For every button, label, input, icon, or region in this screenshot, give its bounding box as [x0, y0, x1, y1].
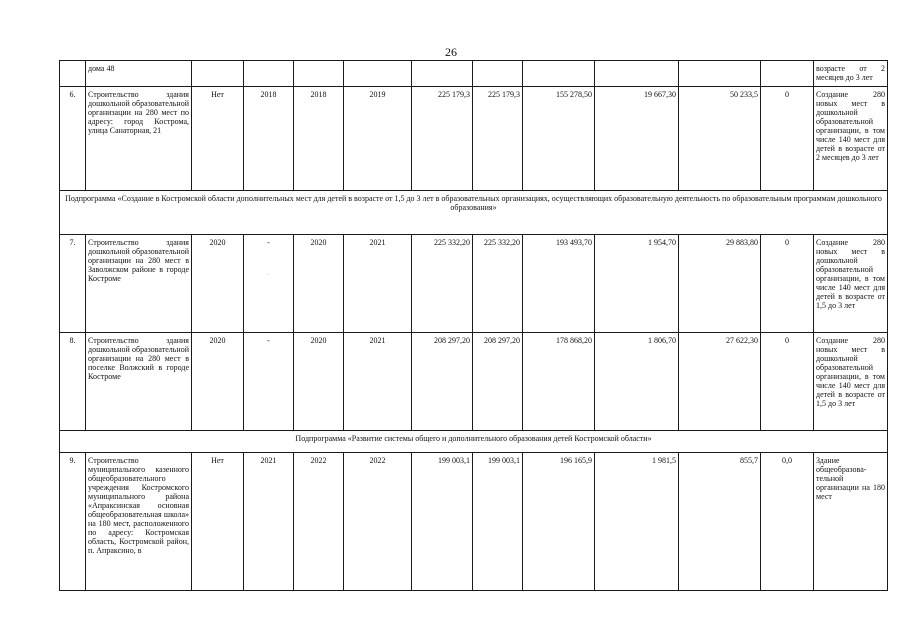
- expected-result: Здание общеобразова-тельной организации на 180 мест: [814, 453, 888, 591]
- cell-c3: Нет: [192, 453, 244, 591]
- cell-c5: 2022: [294, 453, 344, 591]
- row-number: 6.: [60, 87, 86, 191]
- table-row: [60, 87, 888, 191]
- cell-c7: 225 179,3: [412, 87, 473, 191]
- cell-c12: [761, 61, 814, 87]
- cell-c5: 2018: [294, 87, 344, 191]
- cell-c4: 2021: [244, 453, 294, 591]
- cell-c8: [473, 61, 523, 87]
- cell-c6: 2022: [344, 453, 412, 591]
- subprogram-header-row: [60, 431, 888, 453]
- cell-c11: 29 883,80: [679, 235, 761, 333]
- cell-c9: 196 165,9: [523, 453, 595, 591]
- page-number: 26: [445, 45, 457, 59]
- object-name: Строительство муниципального казенного общеобразовательного учреждения Костромского муниципального района «Апраксинская основная общеобразовательная школа» на 180 мест, расположенного по адресу: Костромская область, Костромской район, п. Апраксино, в: [86, 453, 192, 591]
- expected-result: Создание 280 новых мест в дошкольной образовательной организации, в том числе 140 мест для детей в возрасте от 2 месяцев до 3 лет: [814, 87, 888, 191]
- cell-c8: 199 003,1: [473, 453, 523, 591]
- cell-c5: 2020: [294, 333, 344, 431]
- cell-c7: 199 003,1: [412, 453, 473, 591]
- cell-c5: 2020: [294, 235, 344, 333]
- table-row: [60, 453, 888, 591]
- cell-c9: 178 868,20: [523, 333, 595, 431]
- table-row: [60, 333, 888, 431]
- scan-mark: ·: [267, 272, 270, 278]
- row-number: 8.: [60, 333, 86, 431]
- cell-c4: [244, 61, 294, 87]
- cell-c10: 1 806,70: [595, 333, 679, 431]
- cell-c8: 208 297,20: [473, 333, 523, 431]
- object-name: Строительство здания дошкольной образовательной организации на 280 мест в поселке Волжский в городе Костроме: [86, 333, 192, 431]
- cell-c9: 155 278,50: [523, 87, 595, 191]
- cell-c10: 1 954,70: [595, 235, 679, 333]
- row-number: [60, 61, 86, 87]
- cell-c8: 225 332,20: [473, 235, 523, 333]
- cell-c11: 855,7: [679, 453, 761, 591]
- cell-c9: 193 493,70: [523, 235, 595, 333]
- expected-result: Создание 280 новых мест в дошкольной образовательной организации, в том числе 140 мест для детей в возрасте от 1,5 до 3 лет: [814, 235, 888, 333]
- table-row: [60, 235, 888, 333]
- cell-c4: [244, 235, 294, 333]
- cell-c12: 0: [761, 87, 814, 191]
- cell-c4-value: -: [267, 238, 270, 247]
- subprogram-title: Подпрограмма «Создание в Костромской области дополнительных мест для детей в возрасте от 1,5 до 3 лет в образовательных организациях, осуществляющих образовательную деятельность по образовательным программам дошкольного образования»: [60, 191, 888, 235]
- investment-projects-table: [59, 60, 888, 591]
- cell-c6: 2021: [344, 333, 412, 431]
- row-number: 9.: [60, 453, 86, 591]
- cell-c3: Нет: [192, 87, 244, 191]
- cell-c7: [412, 61, 473, 87]
- cell-c11: [679, 61, 761, 87]
- cell-c6: 2019: [344, 87, 412, 191]
- cell-c12: 0,0: [761, 453, 814, 591]
- expected-result: Создание 280 новых мест в дошкольной образовательной организации, в том числе 140 мест для детей в возрасте от 1,5 до 3 лет: [814, 333, 888, 431]
- cell-c12: 0: [761, 333, 814, 431]
- cell-c9: [523, 61, 595, 87]
- subprogram-header-row: [60, 191, 888, 235]
- cell-c6: [344, 61, 412, 87]
- cell-c10: 1 981,5: [595, 453, 679, 591]
- subprogram-title: Подпрограмма «Развитие системы общего и дополнительного образования детей Костромской области»: [60, 431, 888, 453]
- cell-c3: 2020: [192, 235, 244, 333]
- cell-c4: 2018: [244, 87, 294, 191]
- cell-c3: 2020: [192, 333, 244, 431]
- cell-c10: 19 667,30: [595, 87, 679, 191]
- cell-c7: 208 297,20: [412, 333, 473, 431]
- object-name: Строительство здания дошкольной образовательной организации на 280 мест в Заволжском районе в городе Костроме: [86, 235, 192, 333]
- cell-c8: 225 179,3: [473, 87, 523, 191]
- row-number: 7.: [60, 235, 86, 333]
- cell-c7: 225 332,20: [412, 235, 473, 333]
- cell-c3: [192, 61, 244, 87]
- cell-c11: 50 233,5: [679, 87, 761, 191]
- cell-c11: 27 622,30: [679, 333, 761, 431]
- table-row: [60, 61, 888, 87]
- cell-c4: -: [244, 333, 294, 431]
- cell-c5: [294, 61, 344, 87]
- cell-c12: 0: [761, 235, 814, 333]
- expected-result: возрасте от 2 месяцев до 3 лет: [814, 61, 888, 87]
- object-name: дома 48: [86, 61, 192, 87]
- cell-c10: [595, 61, 679, 87]
- object-name: Строительство здания дошкольной образовательной организации на 280 мест по адресу: город Кострома, улица Санаторная, 21: [86, 87, 192, 191]
- cell-c6: 2021: [344, 235, 412, 333]
